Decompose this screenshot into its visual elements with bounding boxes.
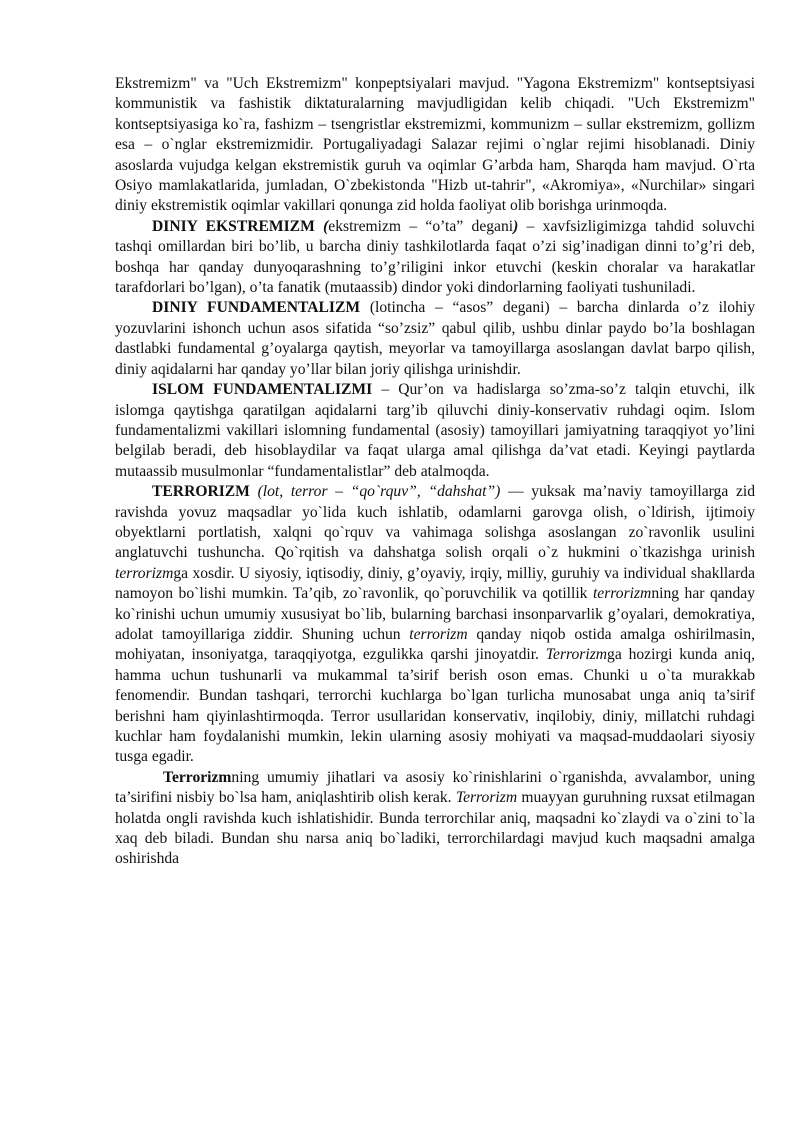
paragraph-extremism-concepts	[115, 74, 755, 217]
paragraph-text: ga xosdir. U siyosiy, iqtisodiy, diniy, g’oyaviy, irqiy, milliy, guruhiy va individual shakllarda namoyon bo`lishi mumkin. Ta’qib, zo`ravonlik, qo`poruvchilik va qotillik	[115, 564, 755, 603]
paragraph-terrorism-aspects	[115, 768, 755, 870]
emphasis: Terrorizm	[455, 789, 518, 807]
emphasis: terrorizm	[409, 625, 468, 643]
paragraph-religious-extremism	[115, 217, 755, 299]
paragraph-religious-fundamentalism	[115, 298, 755, 380]
paragraph-text: — yuksak ma’naviy tamoyillarga zid ravishda yovuz maqsadlar yo`lida kuch ishlatib, odamlarni garovga olish, o`ldirish, ijtimoiy obyektlarni portlatish, xalqni qo`rquv va vahimaga solishga asoslangan zo`ravonlik usulini anglatuvchi tushuncha. Qo`rqitish va dahshatga solish orqali o`z hukmini o`tkazishga urinish	[115, 483, 755, 562]
paren-open: (	[314, 217, 329, 235]
term-heading: TERRORIZM	[152, 483, 250, 501]
paragraph-text: – xavfsizligimizga tahdid soluvchi tashqi omillardan biri bo’lib, u barcha diniy tashkilotlarda faqat o’zi sig’inadigan dinni to’g’ri deb, boshqa har qanday dunyoqarashning to’g’riligini inkor etuvchi (keskin choralar va harakatlar tarafdorlari bo’lgan), o’ta fanatik (mutaassib) dindor yoki dindorlarning faoliyati tushuniladi.	[115, 217, 756, 297]
term-etymology: (lot, terror – “qo`rquv”, “dahshat”)	[249, 483, 501, 501]
paragraph-text: – Qur’on va hadislarga so’zma-so’z talqin etuvchi, ilk islomga qaytishga qaratilgan aqidalarni targ’ib qiluvchi diniy-konservativ ruhdagi oqim. Islom fundamentalizmi vakillari islomning fundamental (asosiy) tamoyillari jamiyatning taraqqiyot yo’lini belgilab beradi, deb hisoblaydilar va faqat ularga amal qilishga da’vat etadi. Keyingi paytlarda mutaassib musulmonlar “fundamentalistlar” deb atalmoqda.	[115, 381, 756, 480]
paragraph-text: ga hozirgi kunda aniq, hamma uchun tushunarli va mukammal ta’sirif berish oson emas. Chunki u o`ta murakkab fenomendir. Bundan tashqari, terrorchi kuchlarga bo`lgan turlicha munosabat unga aniq ta’sirif berishni ham qiyinlashtirmoqda. Terror usullaridan konservativ, inqilobiy, diniy, millatchi ruhdagi kuchlar ham foydalanishi mumkin, lekin ularning asosiy mohiyati va maqsad-muddaolari siyosiy tusga egadir.	[115, 646, 756, 766]
paragraph-terrorism	[115, 482, 755, 768]
paragraph-islamic-fundamentalism	[115, 380, 755, 482]
paragraph-text: ning umumiy jihatlari va asosiy ko`rinishlarini o`rganishda, avvalambor, uning ta’sirifini nisbiy bo`lsa ham, aniqlashtirib olish kerak.	[115, 768, 755, 807]
emphasis: terrorizm	[592, 585, 652, 603]
paren-text: ekstremizm – “o’ta” degani	[328, 217, 514, 235]
paren-close: )	[513, 217, 519, 235]
term-heading: Terrorizm	[163, 768, 232, 786]
emphasis: Terrorizm	[545, 646, 608, 664]
paragraph-text: muayyan guruhning ruxsat etilmagan holatda ongli ravishda kuch ishlatishidir. Bunda terrorchilar aniq, maqsadni ko`zlaydi va o`zini to`la xaq deb biladi. Bundan shu narsa aniq bo`ladiki, terrorchilardagi mavjud kuch maqsadni amalga oshirishda	[115, 789, 755, 868]
term-heading: ISLOM FUNDAMENTALIZMI	[152, 381, 373, 399]
emphasis: terrorizm	[115, 564, 174, 582]
paragraph-text: ning har qanday ko`rinishi uchun umumiy xususiyat bo`lib, bularning barchasi insonparvarlik g’oyalari, demokratiya, adolat tamoyillariga ziddir. Shuning uchun	[115, 585, 755, 643]
term-heading: DINIY FUNDAMENTALIZM	[152, 299, 361, 317]
paragraph-text: (lotincha – “asos” degani) – barcha dinlarda o’z ilohiy yozuvlarini ishonch uchun asos sifatida “so’zsiz” qabul qilib, ushbu dinlar paydo bo’la boshlagan dastlabki fundamental g’oyalarga qaytish, meyorlar va tamoyillarga asoslangan davlat barpo qilish, diniy aqidalarni har qanday yo’llar bilan joriy qilishga urinishdir.	[115, 299, 755, 378]
paragraph-text: qanday niqob ostida amalga oshirilmasin, mohiyatan, insoniyatga, taraqqiyotga, ezgulikka qarshi jinoyatdir.	[115, 625, 755, 664]
paragraph-text: Ekstremizm" va "Uch Ekstremizm" konpeptsiyalari mavjud. "Yagona Ekstremizm" kontseptsiyasi kommunistik va fashistik diktaturalarning mavjudligidan kelib chiqadi. "Uch Ekstremizm" kontseptsiyasiga ko`ra, fashizm – tsengristlar ekstremizmi, kommunizm – sullar ekstremizm, gollizm esa – o`nglar ekstremizmidir. Portugaliyadagi Salazar rejimi o`nglar rejimi hisoblanadi. Diniy asoslarda vujudga kelgan ekstremistik guruh va oqimlar G’arbda ham, Sharqda ham mavjud. O`rta Osiyo mamlakatlarida, jumladan, O`zbekistonda "Hizb ut-tahrir", «Akromiya», «Nurchilar» singari diniy ekstremistik oqimlar vakillari qonunga zid holda faoliyat olib borishga urinmoqda.	[115, 75, 755, 215]
term-heading: DINIY EKSTREMIZM	[152, 217, 315, 235]
document-page	[115, 74, 755, 870]
